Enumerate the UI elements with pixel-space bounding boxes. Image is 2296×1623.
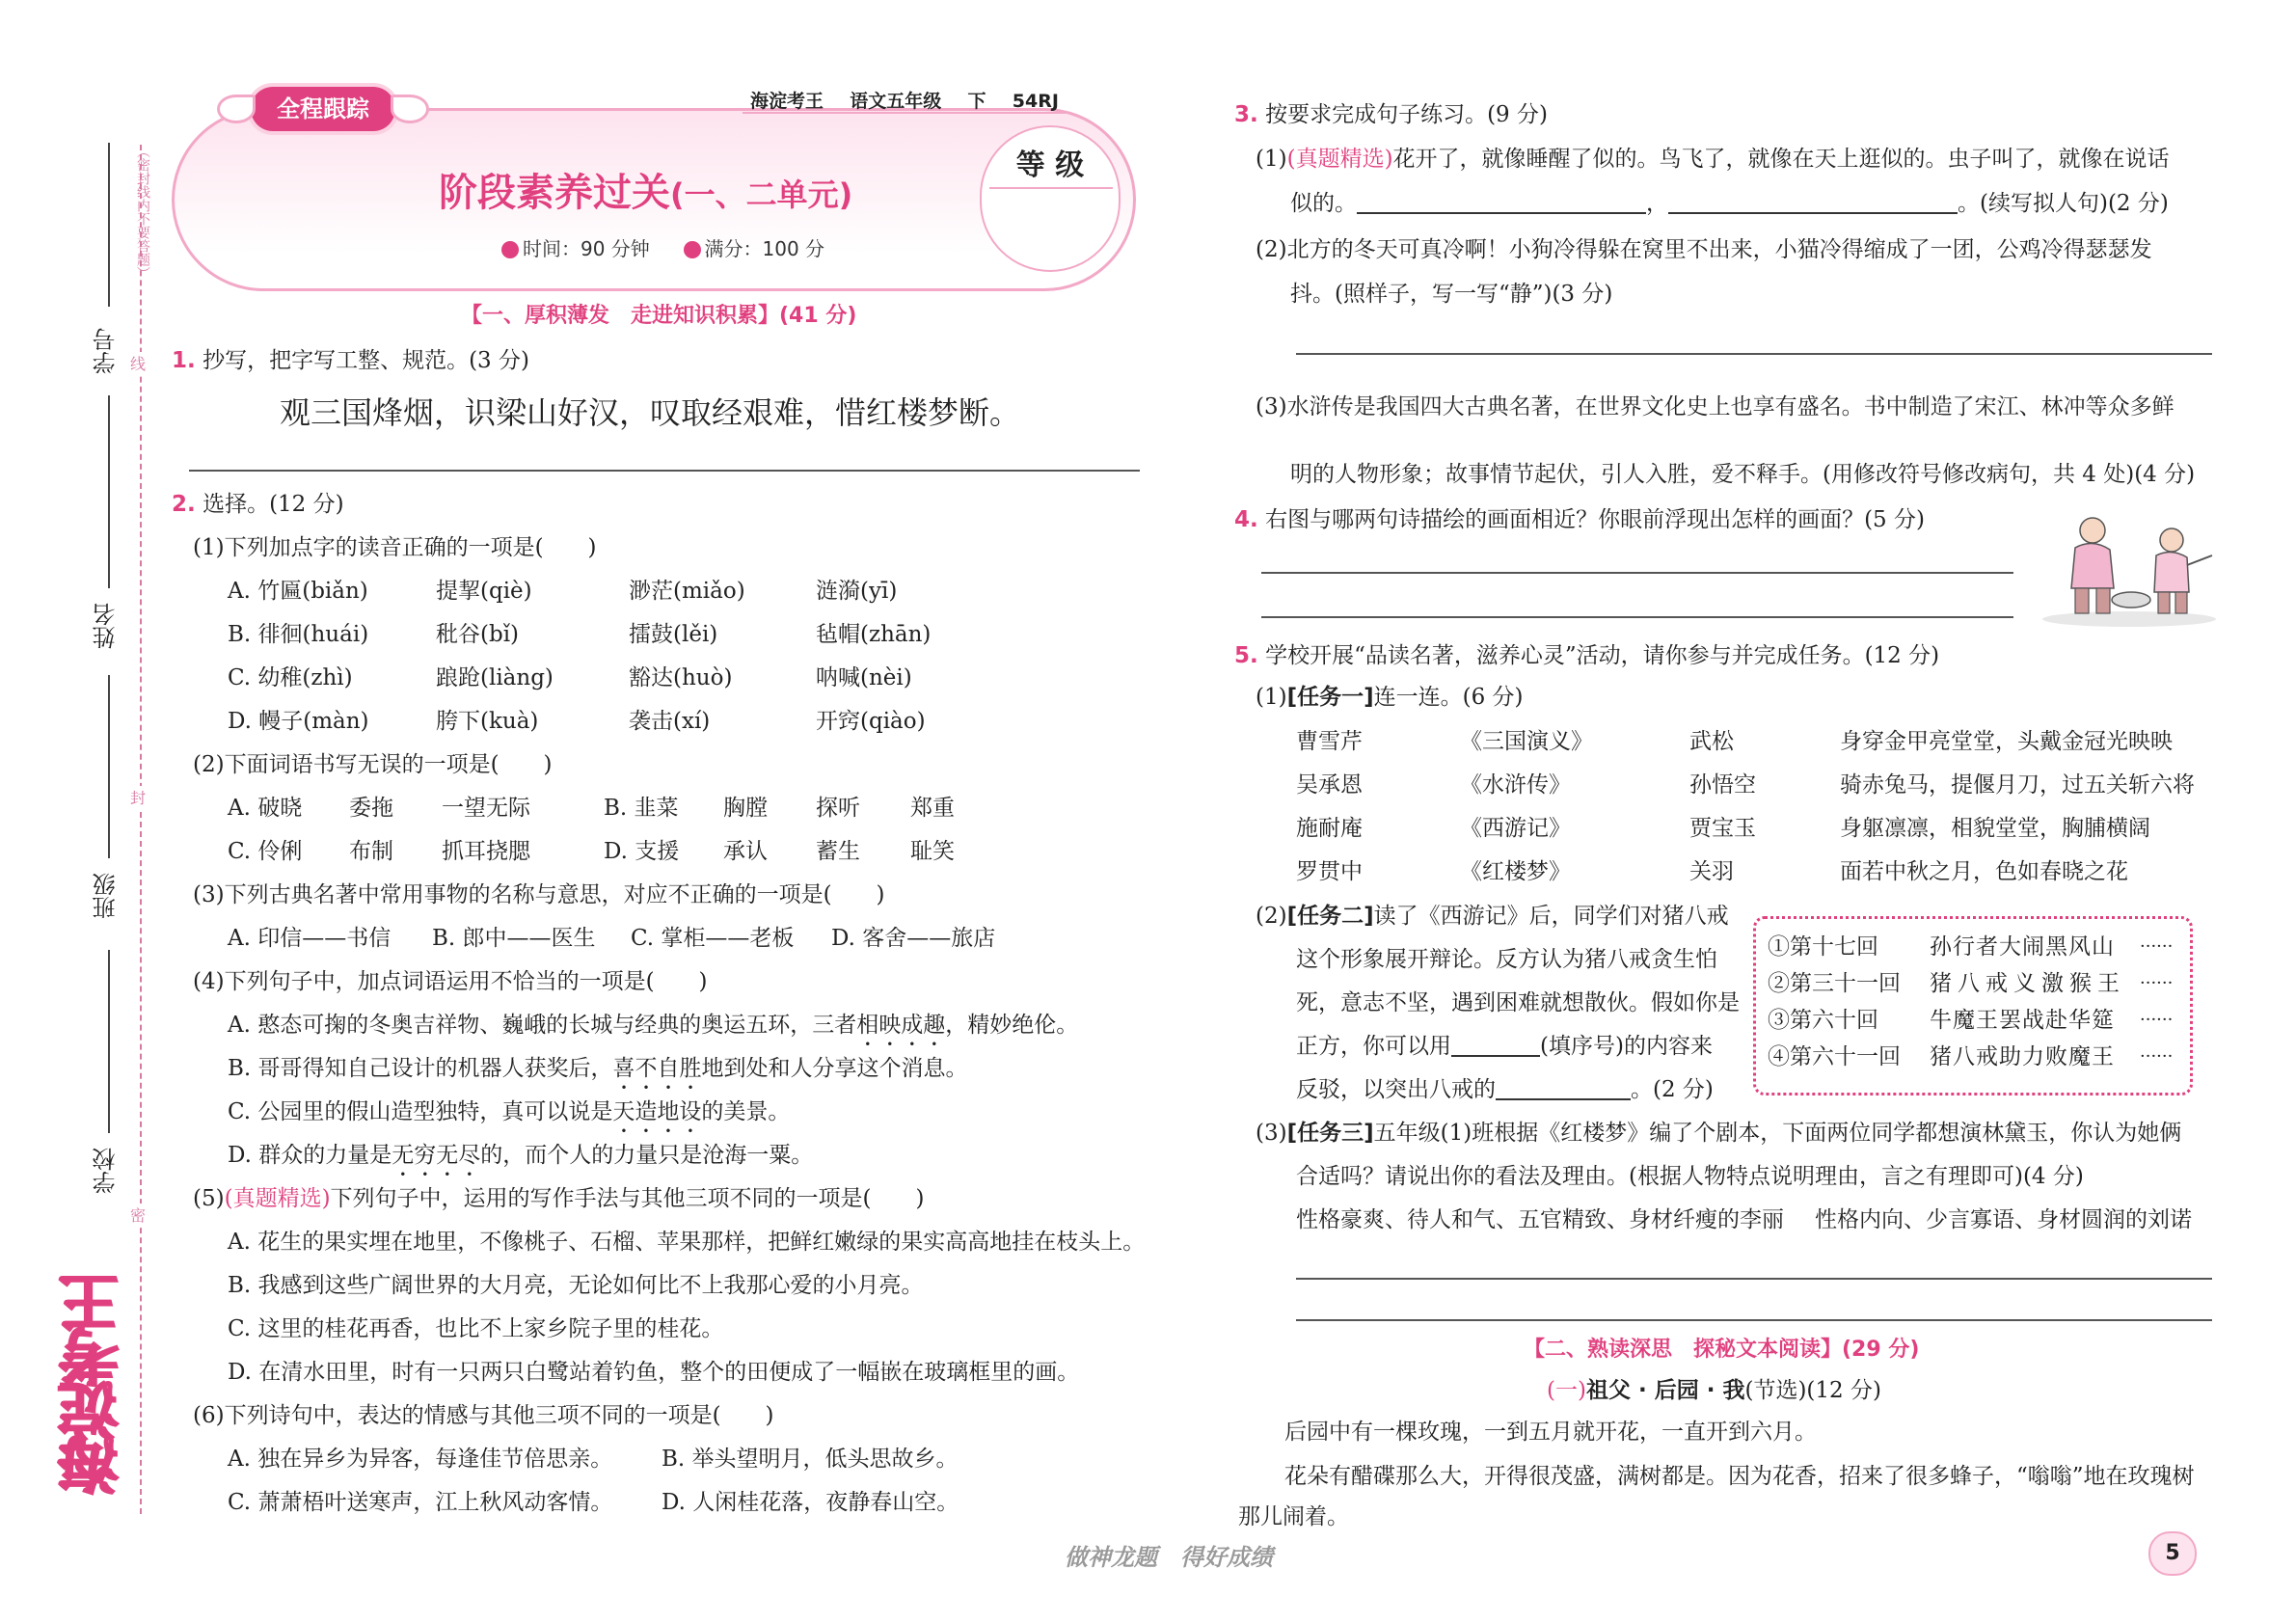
check-icon [684, 241, 701, 258]
q2-1-c1: C. 幼稚(zhì) [228, 665, 353, 690]
q5-3-prefix: (3) [1256, 1121, 1287, 1146]
q5-2-text-4: 正方，你可以用 [1296, 1034, 1451, 1059]
q5-2-line5 [1296, 1075, 1714, 1104]
q2-1-b2: 秕谷(bǐ) [436, 622, 520, 647]
reading-title [1547, 1376, 1881, 1405]
section-2-heading: 【二、熟读深思 探秘文本阅读】(29 分) [1524, 1338, 1920, 1362]
chapter-2-title: 猪八戒义激猴王 [1930, 971, 2125, 996]
q3-1-line2 [1290, 189, 2169, 218]
field-student-number-label: 学号 [93, 328, 120, 374]
child-1-head [2080, 518, 2105, 543]
q2-4-b-post: 地到处和人分享这个消息。 [701, 1056, 968, 1081]
reading-title-prefix: (一) [1547, 1378, 1586, 1403]
chapter-1-no: ①第十七回 [1768, 934, 1878, 960]
match-book-3[interactable]: 《西游记》 [1460, 816, 1571, 841]
q2-1-b1: B. 徘徊(huái) [228, 622, 369, 647]
q5-2-line1 [1256, 902, 1729, 931]
match-description-1[interactable]: 身穿金甲亮堂堂，头戴金冠光映映 [1840, 729, 2173, 754]
q5-2-blank-2[interactable] [1496, 1075, 1631, 1100]
q1-answer-line[interactable] [189, 470, 1140, 472]
q2-2-a7: 郑重 [910, 796, 955, 821]
book-info [750, 87, 1059, 113]
reading-paragraph-2-line1: 花朵有醋碟那么大，开得很茂盛，满树都是。因为花香，招来了很多蜂子，“嗡嗡”地在玫瑰树 [1284, 1464, 2195, 1489]
book-series: 海淀考王 [750, 91, 824, 112]
ribbon-wing-right [391, 95, 429, 123]
match-description-2[interactable]: 骑赤兔马，提偃月刀，过五关斩六将 [1840, 772, 2195, 798]
field-school-label: 学校 [93, 1148, 120, 1194]
q5-3-answer-line-1[interactable] [1296, 1278, 2212, 1280]
q2-4-a-post: ，精妙绝伦。 [945, 1013, 1079, 1038]
book-edition: 54RJ [1012, 91, 1059, 112]
q2-3-b: B. 郎中——医生 [432, 926, 596, 951]
seal-word-3: 密 [130, 1204, 146, 1226]
chapter-1-dots: ······ [2140, 936, 2174, 957]
children-illustration [2037, 511, 2222, 627]
q2-4-c-dotted: 天造地设 [612, 1099, 702, 1124]
seal-dashed-line [140, 145, 142, 1514]
q2-3-stem: (3)下列古典名著中常用事物的名称与意思，对应不正确的一项是( ) [193, 882, 885, 907]
chapter-3-no: ③第六十回 [1768, 1008, 1878, 1033]
q5-text: 学校开展“品读名著，滋养心灵”活动，请你参与并完成任务。(12 分) [1265, 643, 1940, 668]
q2-2-stem: (2)下面词语书写无误的一项是( ) [193, 752, 553, 777]
q2-5-a: A. 花生的果实埋在地里，不像桃子、石榴、苹果那样，把鲜红嫩绿的果实高高地挂在枝头上。 [228, 1230, 1146, 1255]
reading-paragraph-1: 后园中有一棵玫瑰，一到五月就开花，一直开到六月。 [1284, 1420, 1817, 1445]
q3-3-line2: 明的人物形象；故事情节起伏，引人入胜，爱不释手。(用修改符号修改病句，共 4 处)(4 分) [1290, 462, 2196, 487]
field-school-line[interactable] [108, 950, 110, 1133]
ribbon-badge [251, 87, 395, 131]
section-1-heading: 【一、厚积薄发 走进知识积累】(41 分) [461, 304, 857, 328]
q2-1-a3: 渺茫(miǎo) [629, 579, 745, 604]
book-volume: 下 [967, 91, 986, 112]
time-text: 时间：90 分钟 [523, 237, 650, 260]
q2-4-c-post: 的美景。 [701, 1099, 791, 1124]
q5-1-stem [1256, 683, 1524, 712]
match-character-1[interactable]: 武松 [1689, 729, 1734, 754]
q2-5-b: B. 我感到这些广阔世界的大月亮，无论如何比不上我那心爱的小月亮。 [228, 1273, 924, 1298]
q5-1-prefix: (1) [1256, 685, 1287, 710]
footer-slogan: 做神龙题 得好成绩 [1065, 1543, 1273, 1571]
q2 [172, 490, 344, 519]
q2-2-b2: 布制 [349, 839, 393, 864]
q2-6-b: B. 举头望明月，低头思故乡。 [662, 1447, 959, 1472]
ribbon-wing-left [217, 95, 256, 123]
q2-5-d: D. 在清水田里，时有一只两只白鹭站着钓鱼，整个的田便成了一幅嵌在玻璃框里的画。 [228, 1360, 1080, 1385]
field-class-line[interactable] [108, 675, 110, 858]
q2-1-c3: 豁达(huò) [629, 665, 733, 690]
q2-2-b4: D. 支援 [604, 839, 680, 864]
clock-icon [501, 241, 519, 258]
q2-3-a: A. 印信——书信 [228, 926, 392, 951]
q2-2-a4: B. 韭菜 [604, 796, 679, 821]
chapter-3-dots: ······ [2140, 1010, 2174, 1030]
q5-number: 5. [1234, 643, 1258, 668]
field-class-label: 班级 [93, 873, 120, 919]
q2-4-d-post: 的，而个人的力量只是沧海一粟。 [480, 1143, 814, 1168]
reading-title-suffix: (节选)(12 分) [1744, 1378, 1881, 1403]
q2-4-b-dotted: 喜不自胜 [612, 1056, 702, 1081]
q2-1-d1: D. 幔子(màn) [228, 709, 369, 734]
q2-4-c [228, 1097, 790, 1138]
q3-1-blank-2[interactable] [1668, 189, 1958, 214]
q1-text: 抄写，把字写工整、规范。(3 分) [203, 348, 529, 373]
q2-1-b3: 擂鼓(lěi) [629, 622, 718, 647]
q2-4-a [228, 1011, 1078, 1051]
exam-meta [501, 233, 824, 261]
grade-label: 等 级 [1015, 149, 1085, 182]
q3-3-line1: (3)水浒传是我国四大古典名著，在世界文化史上也享有盛名。书中制造了宋江、林冲等众多鲜 [1256, 394, 2174, 419]
q2-5-stem [193, 1184, 925, 1213]
chapter-3-title: 牛魔王罢战赴华筵 [1930, 1008, 2115, 1033]
match-author-4[interactable]: 罗贯中 [1296, 859, 1363, 884]
q2-2-a1: A. 破晓 [228, 796, 303, 821]
q2-5-c: C. 这里的桂花再香，也比不上家乡院子里的桂花。 [228, 1316, 724, 1341]
q5-2-text-5: (填序号)的内容来 [1540, 1034, 1713, 1059]
match-author-1[interactable]: 曹雪芹 [1296, 729, 1363, 754]
q5-2-blank-1[interactable] [1451, 1032, 1540, 1057]
q2-5-prefix: (5) [193, 1186, 225, 1211]
q5-2-task: [任务二] [1286, 904, 1374, 929]
q3-1-line1 [1256, 145, 2170, 174]
page-number-badge [2148, 1531, 2197, 1576]
q2-1-a4: 涟漪(yī) [816, 579, 898, 604]
q4-answer-line-1[interactable] [1261, 572, 2013, 574]
q2-3-c: C. 掌柜——老板 [631, 926, 795, 951]
seal-word-1: 线 [130, 352, 146, 374]
q2-4-d [228, 1141, 813, 1181]
q5-3-line2: 合适吗？请说出你的看法及理由。(根据人物特点说明理由，言之有理即可)(4 分) [1296, 1164, 2084, 1189]
q2-5-tag: (真题精选) [224, 1186, 331, 1211]
match-character-4[interactable]: 关羽 [1689, 859, 1734, 884]
grade-divider [989, 187, 1113, 189]
q3-1-prefix: (1) [1256, 147, 1287, 172]
q2-1-d2: 胯下(kuà) [436, 709, 539, 734]
q5-2-prefix: (2) [1256, 904, 1287, 929]
chapter-2-no: ②第三十一回 [1768, 971, 1901, 996]
q2-1-d4: 开窍(qiào) [816, 709, 926, 734]
q2-1-a2: 提挈(qiè) [436, 579, 532, 604]
q2-text: 选择。(12 分) [203, 492, 344, 517]
q2-2-a6: 探听 [816, 796, 860, 821]
field-name-line[interactable] [108, 395, 110, 588]
q3-1-line2-a: 似的。 [1290, 191, 1357, 216]
title-sub: (一、二单元) [670, 176, 853, 213]
q2-2-b3: 抓耳挠腮 [442, 839, 530, 864]
binding-margin [0, 0, 154, 1623]
match-description-4[interactable]: 面若中秋之月，色如春晓之花 [1840, 859, 2128, 884]
q4-text: 右图与哪两句诗描绘的画面相近？你眼前浮现出怎样的画面？(5 分) [1265, 507, 1925, 532]
q2-2-b1: C. 伶俐 [228, 839, 303, 864]
seal-word-2: 封 [130, 786, 146, 808]
q3-1-line2-c: 。(续写拟人句)(2 分) [1958, 191, 2169, 216]
basin [2112, 592, 2150, 608]
q4 [1234, 505, 1925, 534]
chapter-4-no: ④第六十一回 [1768, 1044, 1901, 1069]
q2-1-b4: 毡帽(zhān) [816, 622, 932, 647]
q5-2-line2: 这个形象展开辩论。反方认为猪八戒贪生怕 [1296, 947, 1717, 972]
chapter-1-title: 孙行者大闹黑风山 [1930, 934, 2115, 960]
match-character-3[interactable]: 贾宝玉 [1689, 816, 1756, 841]
q5-3-answer-line-2[interactable] [1296, 1319, 2212, 1321]
grade-box[interactable] [980, 125, 1121, 272]
match-description-3[interactable]: 身躯凛凛，相貌堂堂，胸脯横阔 [1840, 816, 2150, 841]
q5-3-option-1: 性格豪爽、待人和气、五官精致、身材纤瘦的李丽 [1296, 1207, 1784, 1232]
q4-number: 4. [1234, 507, 1258, 532]
q2-5-text: 下列句子中，运用的写作手法与其他三项不同的一项是( ) [330, 1186, 925, 1211]
q2-3-d: D. 客舍——旅店 [831, 926, 996, 951]
q3-text: 按要求完成句子练习。(9 分) [1265, 102, 1548, 127]
q5-3-task: [任务三] [1286, 1121, 1374, 1146]
q3-1-text: 花开了，就像睡醒了似的。鸟飞了，就像在天上逛似的。虫子叫了，就像在说话 [1392, 147, 2170, 172]
q5-2-text-6: 反驳，以突出八戒的 [1296, 1077, 1496, 1102]
q5-2-line4 [1296, 1032, 1713, 1061]
q2-6-a: A. 独在异乡为异客，每逢佳节倍思亲。 [228, 1447, 613, 1472]
title-main: 阶段素养过关 [439, 171, 670, 215]
q5-3-line1 [1256, 1119, 2181, 1148]
q2-4-stem: (4)下列句子中，加点词语运用不恰当的一项是( ) [193, 969, 708, 994]
q3 [1234, 100, 1548, 129]
q3-1-blank-1[interactable] [1357, 189, 1646, 214]
q4-answer-line-2[interactable] [1261, 616, 2013, 618]
q2-2-a3: 一望无际 [442, 796, 530, 821]
page-number: 5 [2165, 1541, 2180, 1565]
chapter-2-dots: ······ [2140, 973, 2174, 993]
q3-1-tag: (真题精选) [1286, 147, 1393, 172]
q2-1-d3: 袭击(xí) [629, 709, 711, 734]
q2-number: 2. [172, 492, 196, 517]
chapter-4-dots: ······ [2140, 1046, 2174, 1067]
page-title [439, 162, 852, 217]
brand-logo: 海淀考王 [58, 1279, 128, 1495]
q2-1-a1: A. 竹匾(biǎn) [228, 579, 368, 604]
q5-2-text-1: 读了《西游记》后，同学们对猪八戒 [1373, 904, 1729, 929]
ribbon-text: 全程跟踪 [277, 95, 369, 122]
child-2-head [2160, 528, 2183, 552]
q2-6-c: C. 萧萧梧叶送寒声，江上秋风动客情。 [228, 1490, 613, 1515]
q2-6-d: D. 人闲桂花落，夜静春山空。 [662, 1490, 959, 1515]
reading-title-main: 祖父 · 后园 · 我 [1585, 1378, 1745, 1403]
q2-4-c-pre: C. 公园里的假山造型独特，真可以说是 [228, 1099, 613, 1124]
header-top-rule [743, 112, 1066, 114]
seal-notice: （密封线内不要答题） [135, 145, 150, 280]
q3-2-line1: (2)北方的冬天可真冷啊！小狗冷得躲在窝里不出来，小猫冷得缩成了一团，公鸡冷得瑟瑟发 [1256, 237, 2152, 262]
match-book-1[interactable]: 《三国演义》 [1460, 729, 1593, 754]
q2-6-stem: (6)下列诗句中，表达的情感与其他三项不同的一项是( ) [193, 1403, 774, 1428]
q5-2-text-7: 。(2 分) [1631, 1077, 1714, 1102]
q1-number: 1. [172, 348, 196, 373]
field-student-number-line[interactable] [108, 143, 110, 307]
q2-1-c2: 踉跄(liàng) [436, 665, 554, 690]
q5-1-task: [任务一] [1286, 685, 1374, 710]
q2-4-b-pre: B. 哥哥得知自己设计的机器人获奖后， [228, 1056, 613, 1081]
q2-1-c4: 呐喊(nèi) [816, 665, 912, 690]
q2-4-a-dotted: 相映成趣 [856, 1013, 946, 1038]
q1 [172, 346, 529, 375]
match-author-2[interactable]: 吴承恩 [1296, 772, 1363, 798]
score-text: 满分：100 分 [704, 237, 825, 260]
chapter-box [1753, 916, 2193, 1096]
q2-2-b5: 承认 [723, 839, 768, 864]
match-character-2[interactable]: 孙悟空 [1689, 772, 1756, 798]
q1-copy-text: 观三国烽烟，识梁山好汉，叹取经艰难，惜红楼梦断。 [280, 394, 1021, 431]
q2-2-b6: 蓄生 [816, 839, 860, 864]
q5 [1234, 641, 1939, 670]
q5-1-text: 连一连。(6 分) [1373, 685, 1524, 710]
q3-2-line2: 抖。(照样子，写一写“静”)(3 分) [1290, 282, 1613, 307]
q3-number: 3. [1234, 102, 1258, 127]
q2-4-d-pre: D. 群众的力量是 [228, 1143, 392, 1168]
match-book-4[interactable]: 《红楼梦》 [1460, 859, 1571, 884]
q2-4-d-dotted: 无穷无尽 [392, 1143, 481, 1168]
match-book-2[interactable]: 《水浒传》 [1460, 772, 1571, 798]
book-subject: 语文五年级 [850, 91, 942, 112]
q2-2-a5: 胸膛 [723, 796, 768, 821]
match-author-3[interactable]: 施耐庵 [1296, 816, 1363, 841]
q5-3-option-2: 性格内向、少言寡语、身材圆润的刘诺 [1815, 1207, 2192, 1232]
q3-2-answer-line[interactable] [1296, 353, 2212, 355]
q5-3-text: 五年级(1)班根据《红楼梦》编了个剧本，下面两位同学都想演林黛玉，你认为她俩 [1373, 1121, 2182, 1146]
q2-1-stem: (1)下列加点字的读音正确的一项是( ) [193, 535, 597, 560]
field-name-label: 姓名 [93, 603, 120, 649]
reading-paragraph-2-line2: 那儿闹着。 [1238, 1504, 1349, 1529]
q2-2-a2: 委拖 [349, 796, 393, 821]
q2-4-b [228, 1054, 968, 1095]
chapter-4-title: 猪八戒助力败魔王 [1930, 1044, 2115, 1069]
q2-2-b7: 耻笑 [910, 839, 955, 864]
q2-4-a-pre: A. 憨态可掬的冬奥吉祥物、巍峨的长城与经典的奥运五环，三者 [228, 1013, 857, 1038]
q3-1-line2-b: ， [1646, 191, 1668, 216]
q5-2-line3: 死，意志不坚，遇到困难就想散伙。假如你是 [1296, 990, 1740, 1015]
